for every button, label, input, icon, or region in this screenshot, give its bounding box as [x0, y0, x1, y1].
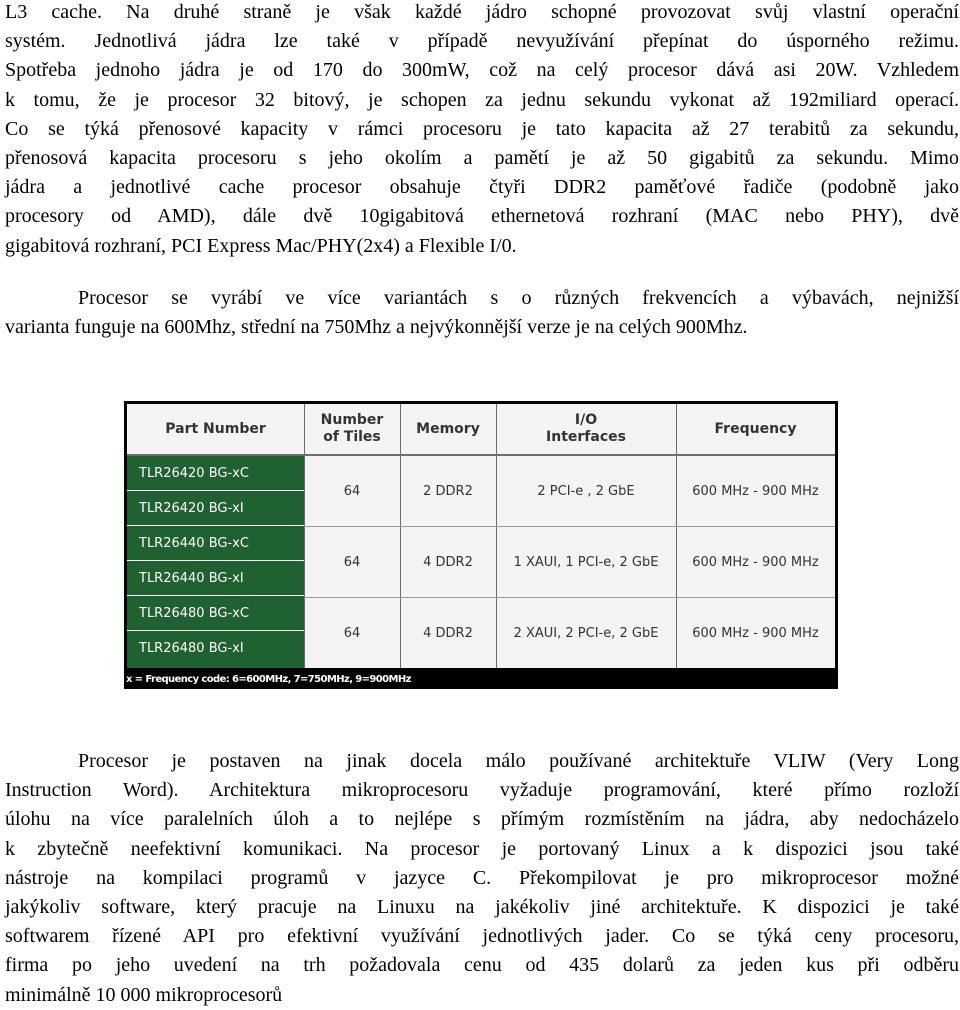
product-table	[127, 404, 835, 668]
table-header	[127, 404, 835, 456]
cell-io: 2 XAUI, 2 PCI-e, 2 GbE	[513, 625, 659, 641]
part-number: TLR26420 BG-xI	[127, 491, 304, 526]
cell-memory: 4 DDR2	[423, 625, 473, 641]
cell-tiles: 64	[343, 554, 361, 570]
text-line: procesory od AMD), dále dvě 10gigabitová ethernetová rozhraní (MAC nebo PHY), dvě	[5, 205, 959, 228]
header-io: I/O Interfaces	[546, 412, 626, 445]
text-line: L3 cache. Na druhé straně je však každé jádro schopné provozovat svůj vlastní operační	[5, 1, 959, 23]
header-frequency: Frequency	[714, 420, 797, 437]
text-line: jakýkoliv software, který pracuje na Linuxu na jakékoliv jiné architektuře. K dispozici je také	[5, 896, 959, 919]
text-line: přenosová kapacita procesoru s jeho okolím a pamětí je až 50 gigabitů za sekundu. Mimo	[5, 147, 959, 170]
text-line: firma po jeho uvedení na trh požadovala cenu od 435 dolarů za jeden kus při odběru	[5, 954, 959, 977]
text-line: k tomu, že je procesor 32 bitový, je schopen za jednu sekundu vykonat až 192miliard operací.	[5, 88, 959, 111]
header-part-number: Part Number	[165, 420, 266, 437]
text-line: Instruction Word). Architektura mikroprocesoru vyžaduje programování, které přímo rozloží	[5, 779, 959, 802]
part-number-column	[127, 456, 304, 668]
part-number: TLR26440 BG-xC	[127, 526, 304, 561]
text-line: gigabitová rozhraní, PCI Express Mac/PHY(2x4) a Flexible I/0.	[5, 234, 517, 257]
text-line: softwarem řízené API pro efektivní využívání jednotlivých jader. Co se týká ceny procesoru,	[5, 925, 959, 948]
text-line: minimálně 10 000 mikroprocesorů	[5, 983, 283, 1006]
text-line: Spotřeba jednoho jádra je od 170 do 300mW, což na celý procesor dává asi 20W. Vzhledem	[5, 59, 959, 82]
paragraph-architecture	[5, 747, 959, 1010]
cell-tiles: 64	[343, 625, 361, 641]
text-line: Co se týká přenosové kapacity v rámci procesoru je tato kapacita až 27 terabitů za sekundu,	[5, 117, 959, 140]
cell-memory: 2 DDR2	[423, 483, 473, 499]
paragraph-cpu-overview	[5, 0, 959, 261]
part-number: TLR26480 BG-xI	[139, 641, 244, 656]
text-line: Procesor se vyrábí ve více variantách s o různých frekvencích a výbavách, nejnižší	[78, 287, 959, 309]
text-line: jádra a jednotlivé cache procesor obsahuje čtyři DDR2 paměťové řadiče (podobně jako	[5, 176, 959, 199]
cell-io: 1 XAUI, 1 PCI-e, 2 GbE	[513, 554, 659, 570]
text-line: Procesor je postaven na jinak docela málo používané architektuře VLIW (Very Long	[78, 750, 959, 772]
part-number: TLR26420 BG-xC	[127, 456, 304, 491]
table-footnote: x = Frequency code: 6=600MHz, 7=750MHz, 9=900MHz	[126, 674, 411, 685]
header-tiles: Number of Tiles	[320, 412, 384, 445]
cell-frequency: 600 MHz - 900 MHz	[692, 625, 819, 641]
part-number: TLR26480 BG-xC	[127, 596, 304, 631]
text-line: varianta funguje na 600Mhz, střední na 750Mhz a nejvýkonnější verze je na celých 900Mhz.	[5, 316, 748, 339]
cell-frequency: 600 MHz - 900 MHz	[692, 554, 819, 570]
product-table-figure	[124, 401, 838, 689]
text-line: nástroje na kompilaci programů v jazyce C. Překompilovat je pro mikroprocesor možné	[5, 866, 959, 889]
text-line: úlohu na více paralelních úloh a to nejlépe s přímým rozmístěním na jádra, aby nedocházelo	[5, 808, 959, 831]
text-line: k zbytečně neefektivní komunikaci. Na procesor je portovaný Linux a k dispozici jsou také	[5, 837, 959, 860]
paragraph-variants	[5, 284, 959, 342]
cell-io: 2 PCI-e , 2 GbE	[537, 483, 635, 499]
header-memory: Memory	[416, 420, 480, 437]
part-number: TLR26440 BG-xI	[127, 561, 304, 596]
text-line: systém. Jednotlivá jádra lze také v případě nevyužívání přepínat do úsporného režimu.	[5, 30, 959, 53]
cell-frequency: 600 MHz - 900 MHz	[692, 483, 819, 499]
cell-memory: 4 DDR2	[423, 554, 473, 570]
cell-tiles: 64	[343, 483, 361, 499]
